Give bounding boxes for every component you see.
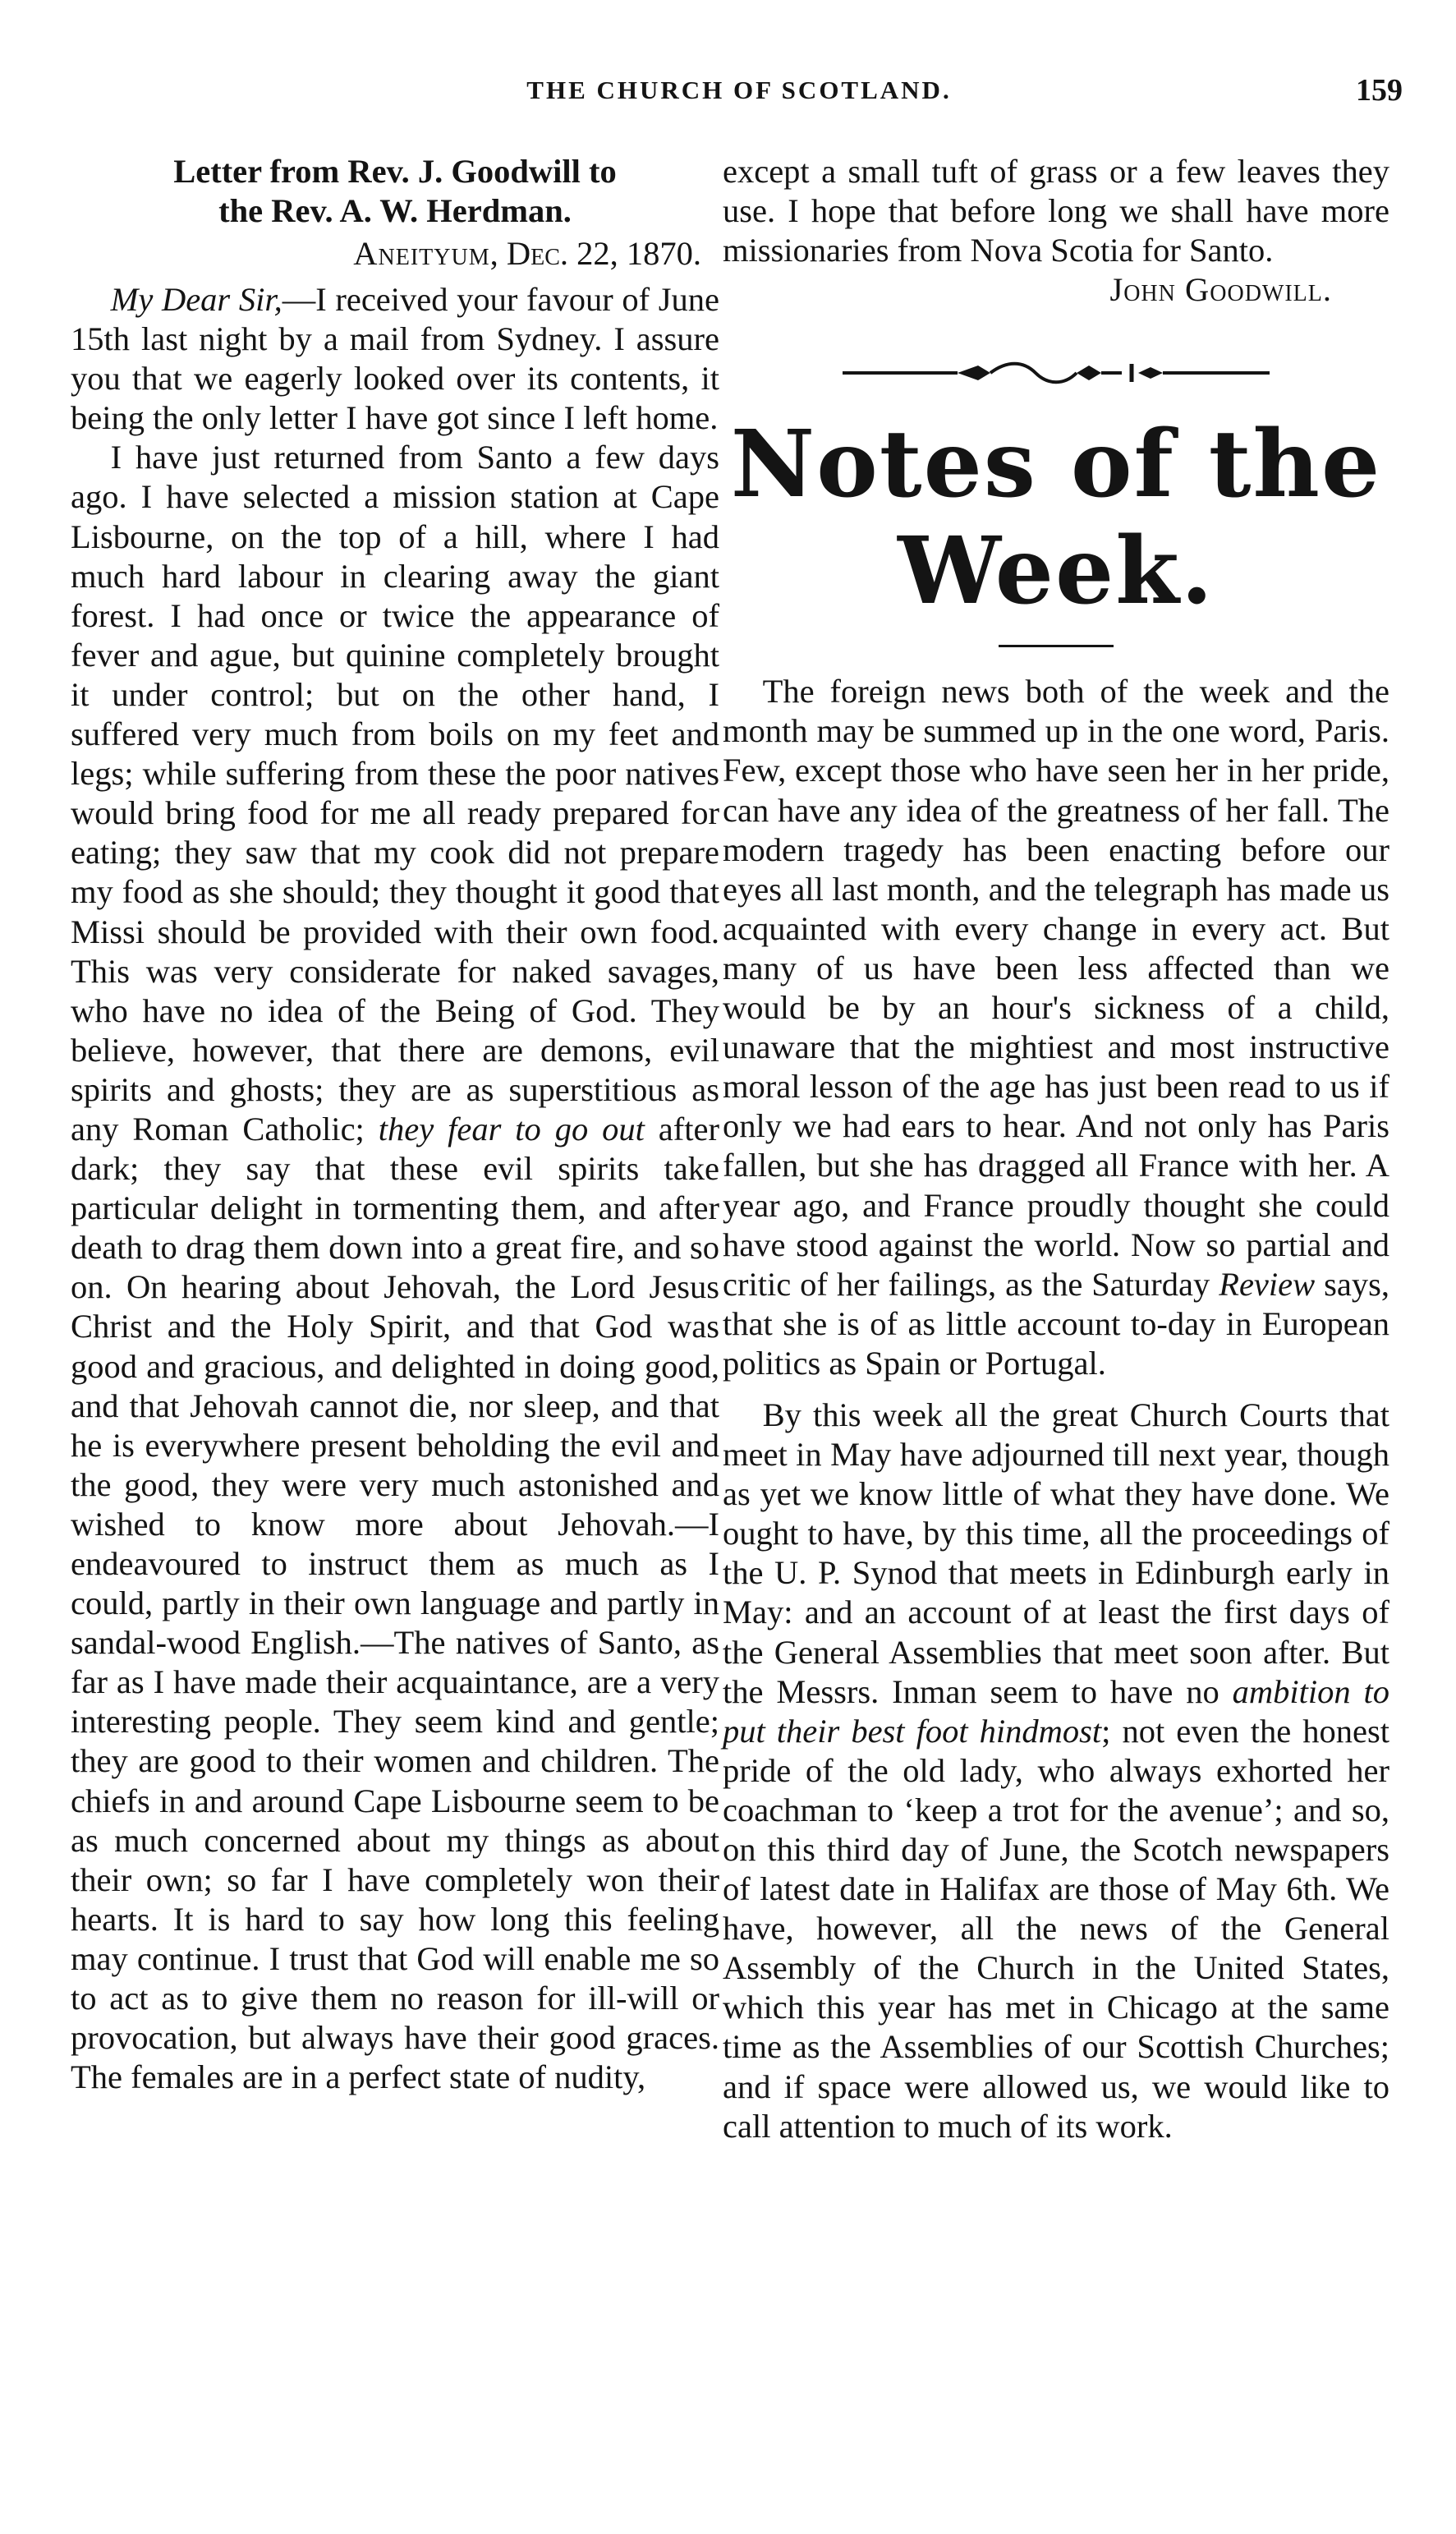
right-column (723, 152, 1389, 2146)
letter-paragraph-2-text-b: after dark; they say that these evil spirits take particular delight in tormenting them, and after death to drag them down into a great fire, and so on. On hearing about Jehovah, the Lord Jesus Christ and the Holy Spirit, and that God was good and gracious, and delighted in doing good, and that Jehovah cannot die, nor sleep, and that he is everywhere present beholding the evil and the good, they were very much astonished and wished to know more about Jehovah.—I endeavoured to instruct them as much as I could, partly in their own language and partly in sandal-wood English.—The natives of Santo, as far as I have made their acquaintance, are a very interesting people. They seem kind and gentle; they are good to their women and children. The chiefs in and around Cape Lisbourne seem to be as much concerned about my things as about their own; so far I have completely won their hearts. It is hard to say how long this feeling may continue. I trust that God will enable me so to act as to give them no reason for ill-will or provocation, but always have their good graces. The females are in a perfect state of nudity, (71, 1110, 719, 2096)
notes-paragraph-2 (723, 1396, 1389, 2146)
notes-paragraph-1 (723, 672, 1389, 1383)
running-title: THE CHURCH OF SCOTLAND. (526, 76, 952, 104)
letter-paragraph-1-text: —I received your favour of June 15th last night by a mail from Sydney. I assure you that we eagerly looked over its contents, it being the only letter I have got since I left home. (71, 281, 719, 437)
letter-paragraph-2-text-a: I have just returned from Santo a few days ago. I have selected a mission station at Cape Lisbourne, on the top of a hill, where I had much hard labour in clearing away the giant forest. I had once or twice the appearance of fever and ague, but quinine completely brought it under control; but on the other hand, I suffered very much from boils on my feet and legs; while suffering from these the poor natives would bring food for me all ready prepared for eating; they saw that my cook did not prepare my food as she should; they thought it good that Missi should be provided with their own food. This was very considerate for naked savages, who have no idea of the Being of God. They believe, however, that there are demons, evil spirits and ghosts; they are as superstitious as any Roman Catholic; (71, 439, 719, 1147)
letter-paragraph-1 (71, 280, 719, 438)
letter-continued-paragraph: except a small tuft of grass or a few leaves they use. I hope that before long we shall have more missionaries from Nova Scotia for Santo. (723, 153, 1389, 269)
notes-paragraph-2-italic: ambition to put their best foot hindmost (723, 1672, 1389, 1750)
page-number: 159 (1356, 73, 1403, 108)
salutation: My Dear Sir, (110, 281, 282, 318)
signature: John Goodwill. (1109, 271, 1332, 309)
notes-section-title: Notes of the Week. (730, 411, 1382, 626)
dateline (71, 234, 701, 274)
letter-title (71, 152, 719, 231)
notes-paragraph-1-text-a: The foreign news both of the week and the month may be summed up in the one word, Paris. Few, except those who have seen her in her pride, can have any idea of the greatness of her fall. The modern tragedy has been enacting before our eyes all last month, and the telegraph has made us acquainted with every change in every act. But many of us have been less affected than we would be by an hour's sickness of a child, unaware that the mightiest and most instructive moral lesson of the age has just been read to us if only we had ears to hear. And not only has Paris fallen, but she has dragged all France with her. A year ago, and France proudly thought she could have stood against the world. Now so partial and critic of her failings, as the Saturday (723, 673, 1389, 1303)
dateline-place: Aneityum (353, 235, 490, 272)
notes-paragraph-1-italic: Review (1219, 1265, 1316, 1303)
letter-title-line-2: the Rev. A. W. Herdman. (218, 192, 572, 229)
letter-paragraph-2-italic: they fear to go out (378, 1110, 645, 1147)
letter-paragraph-2 (71, 438, 719, 2097)
left-column (71, 152, 719, 2097)
notes-paragraph-2-text-a: By this week all the great Church Courts that meet in May have adjourned till next year, though as yet we know little of what they have done. We ought to have, by this time, all the proceedings of the U. P. Synod that meets in Edinburgh early in May: and an account of at least the first days of the General Assemblies that meet soon after. But the Messrs. Inman seem to have no (723, 1396, 1389, 1710)
section-rule (999, 645, 1114, 647)
dateline-date: , Dec. 22, 1870. (489, 235, 701, 272)
notes-paragraph-1-text-b: says, that she is of as little account to-day in European politics as Spain or Portugal. (723, 1265, 1389, 1382)
notes-paragraph-2-text-b: ; not even the honest pride of the old lady, who always exhorted her coachman to ‘keep a trot for the avenue’; and so, on this third day of June, the Scotch newspapers of latest date in Halifax are those of May 6th. We have, however, all the news of the General Assembly of the Church in the United States, which this year has met in Chicago at the same time as the Assemblies of our Scottish Churches; and if space were allowed us, we would like to call attention to much of its work. (723, 1712, 1389, 2145)
ornamental-divider (826, 357, 1286, 389)
letter-title-line-1: Letter from Rev. J. Goodwill to (173, 153, 617, 190)
